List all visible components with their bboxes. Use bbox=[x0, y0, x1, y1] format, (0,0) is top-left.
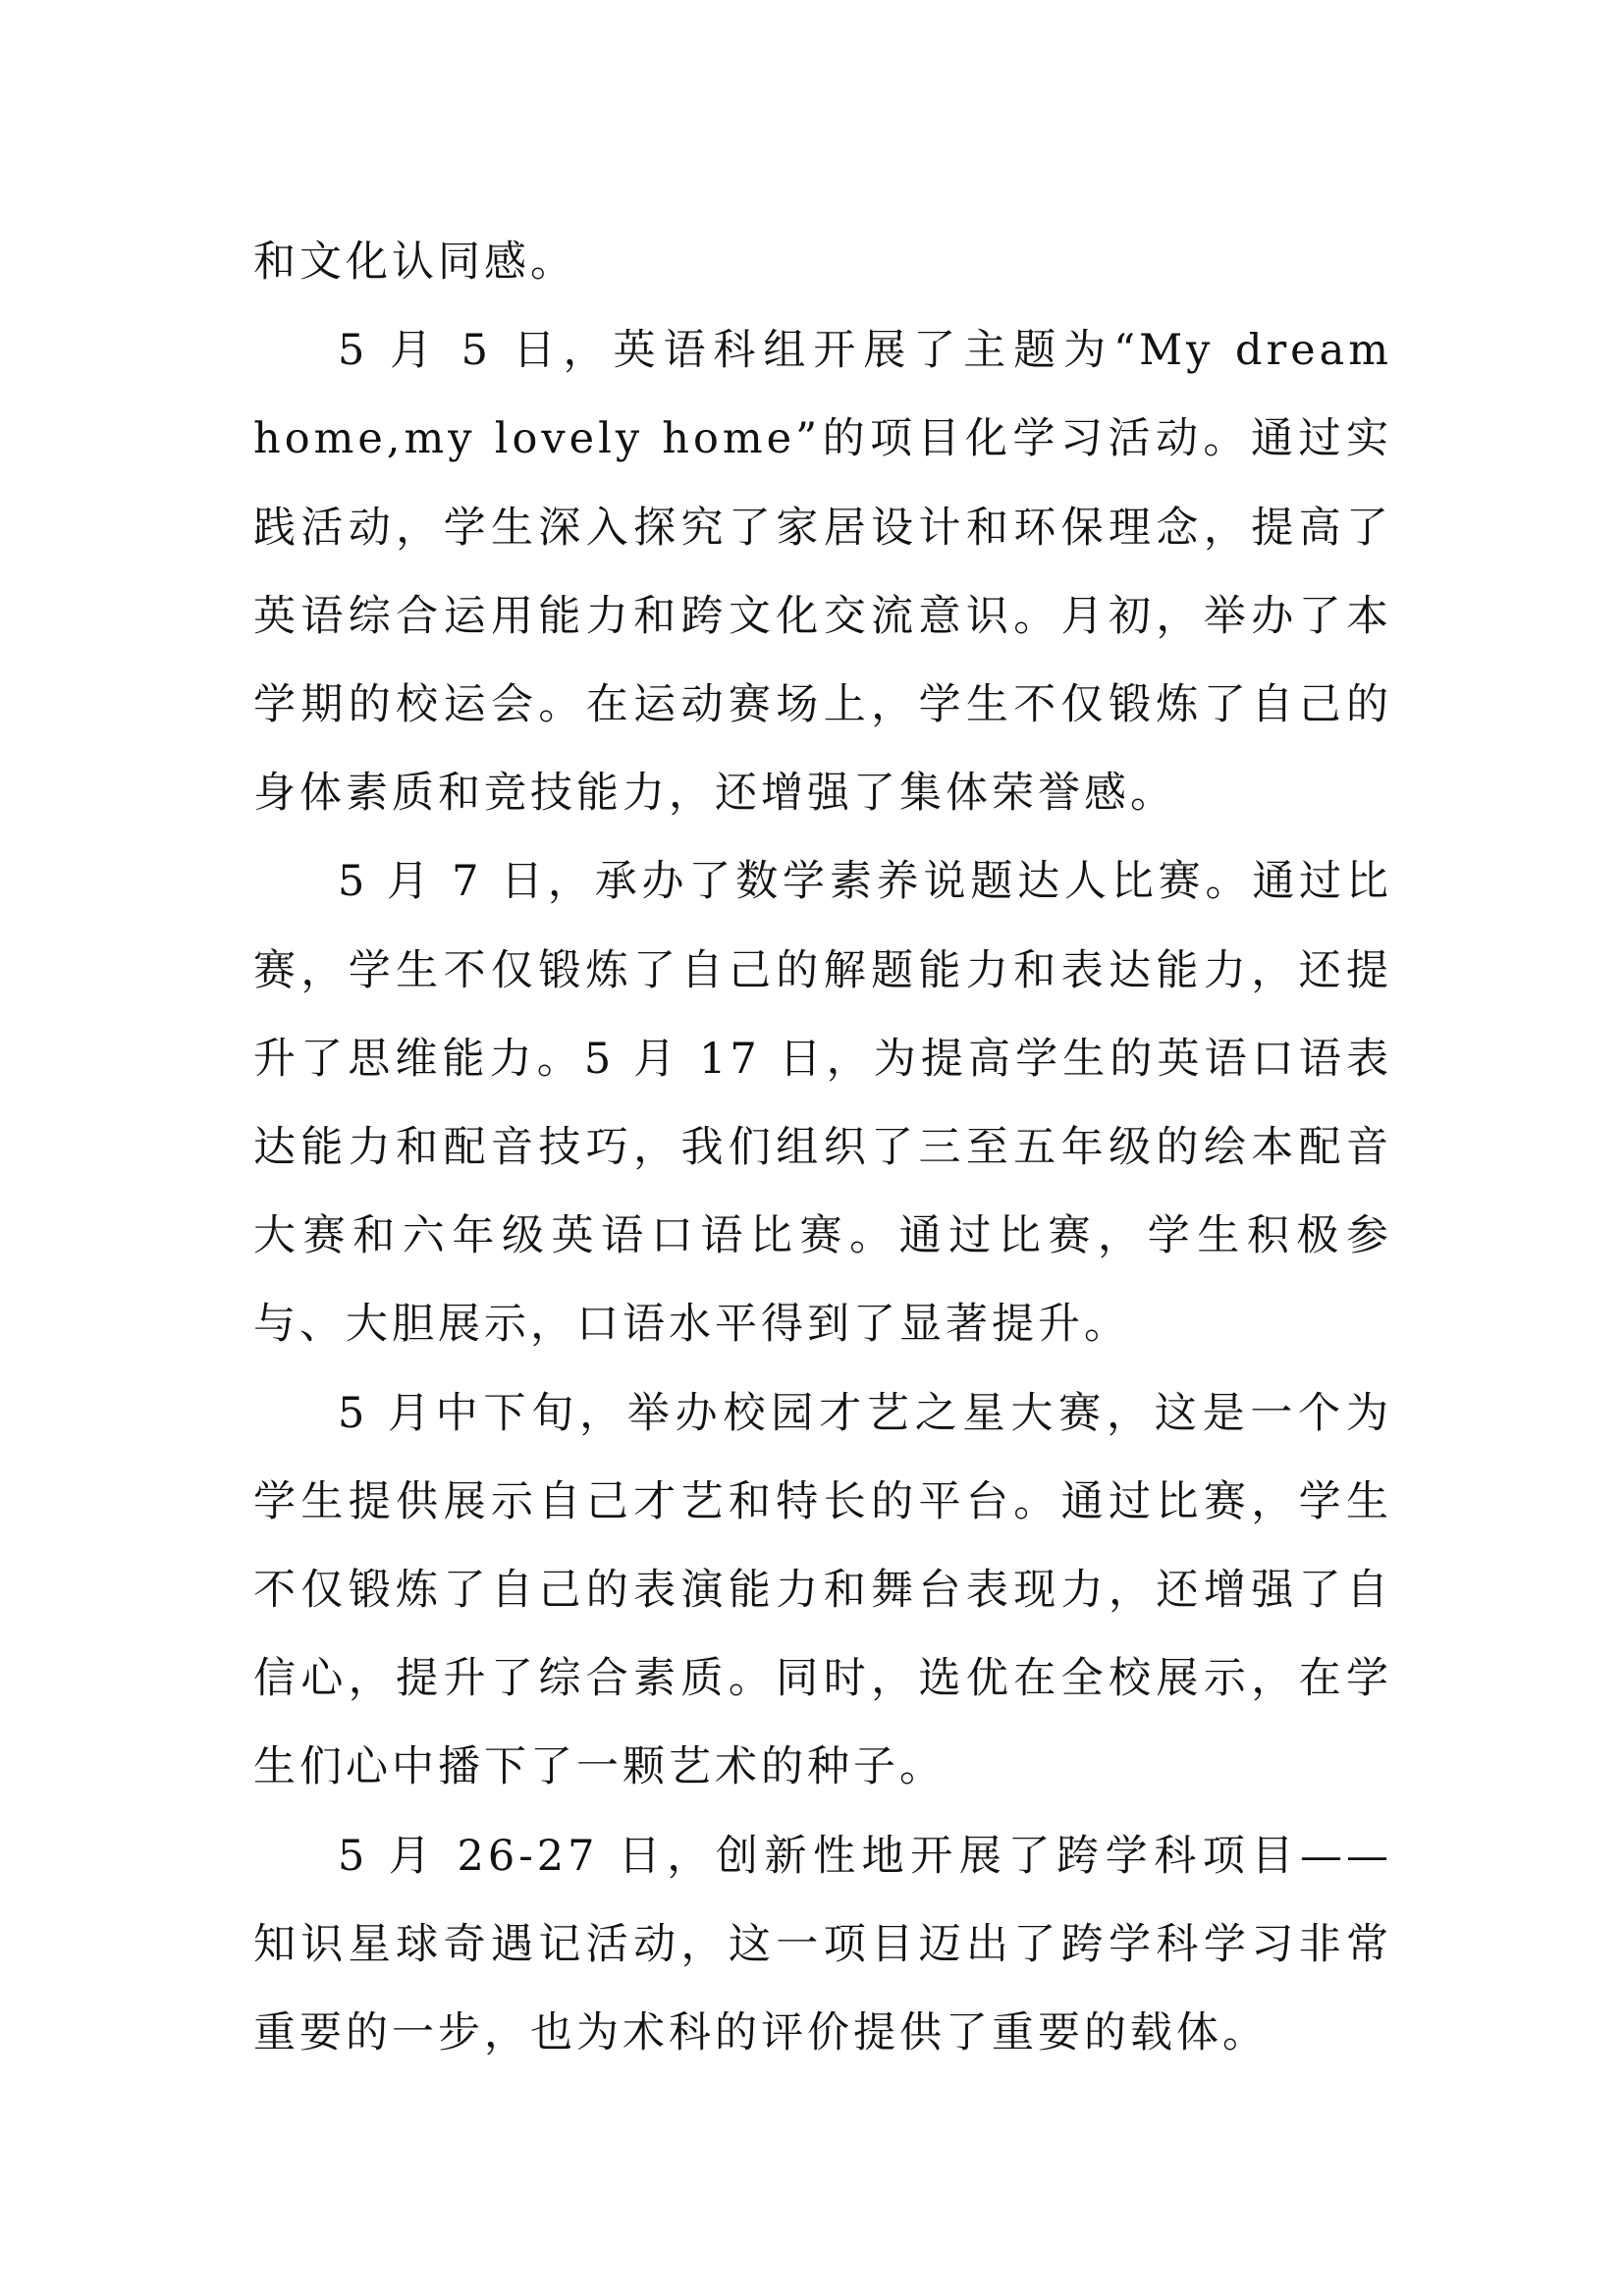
paragraph-talent-show: 5 月中下旬，举办校园才艺之星大赛，这是一个为学生提供展示自己才艺和特长的平台。通过比赛，学生不仅锻炼了自己的表演能力和舞台表现力，还增强了自信心，提升了综合素质。同时，选优在全校展示，在学生们心中播下了一颗艺术的种子。 bbox=[253, 1388, 1392, 1792]
document-body bbox=[253, 218, 1392, 2077]
paragraph-interdisciplinary-project: 5 月 26-27 日，创新性地开展了跨学科项目——知识星球奇遇记活动，这一项目迈出了跨学科学习非常重要的一步，也为术科的评价提供了重要的载体。 bbox=[253, 1831, 1392, 2058]
paragraph-math-competition: 5 月 7 日，承办了数学素养说题达人比赛。通过比赛，学生不仅锻炼了自己的解题能力和表达能力，还提升了思维能力。5 月 17 日，为提高学生的英语口语表达能力和配音技巧，我们组织了三至五年级的绘本配音大赛和六年级英语口语比赛。通过比赛，学生积极参与、大胆展示，口语水平得到了显著提升。 bbox=[253, 857, 1392, 1350]
paragraph-english-project: 5 月 5 日，英语科组开展了主题为“My dream home,my lovely home”的项目化学习活动。通过实践活动，学生深入探究了家居设计和环保理念，提高了英语综合运用能力和跨文化交流意识。月初，举办了本学期的校运会。在运动赛场上，学生不仅锻炼了自己的身体素质和竞技能力，还增强了集体荣誉感。 bbox=[253, 326, 1392, 819]
paragraph-continuation: 和文化认同感。 bbox=[253, 238, 576, 287]
